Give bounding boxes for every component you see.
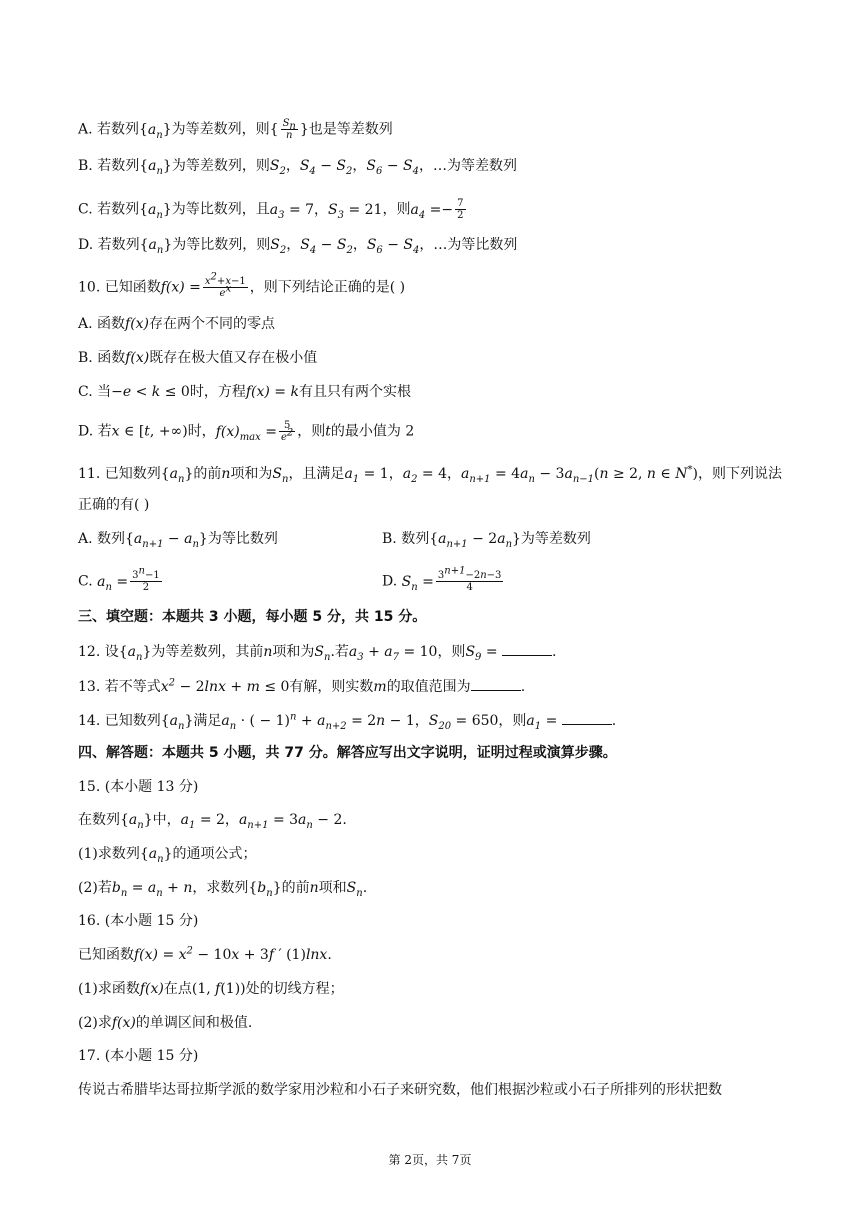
q10-option-a: A. 函数f(x)存在两个不同的零点 <box>78 316 276 332</box>
q15-part1: (1)求数列$\{a_n\}$的通项公式； <box>78 846 257 865</box>
q16-part2: (2)求f(x)的单调区间和极值. <box>78 1015 253 1031</box>
q10a-post: 存在两个不同的零点 <box>149 316 276 332</box>
q13-answer-blank <box>471 676 521 691</box>
q9d-post2: ，…为等比数列 <box>419 237 518 253</box>
q10c-post: 有且只有两个实根 <box>298 384 411 400</box>
q12-mid4: ，则 <box>437 644 466 660</box>
q16-p1-pre: (1)求函数 <box>78 981 140 997</box>
q11-stem-mid2: 项和为 <box>230 466 273 482</box>
q10a-pre: A. 函数 <box>78 316 126 332</box>
q10c-pre: C. 当 <box>78 384 112 400</box>
q15-p1-post: }的通项公式； <box>163 846 257 862</box>
q10-option-d: D. 若x ∈ [t, +∞)时，$f(x)_{max}$ = $\frac{5}{e^2}$ ，则t的最小值为 2 <box>78 420 415 443</box>
q10-option-b: B. 函数f(x)既存在极大值又存在极小值 <box>78 350 318 366</box>
q9-option-b: B. 若数列$\{a_n\}$为等差数列，则$S_2$，$S_4 - S_2$，$S_6 - S_4$，…为等差数列 <box>78 158 517 177</box>
q11-stem-line2: 正确的有( ) <box>78 497 150 513</box>
q13-post: . <box>520 679 526 695</box>
q16-part1: (1)求函数f(x)在点(1, f(1))处的切线方程； <box>78 981 344 997</box>
q9b-post2: ，…为等差数列 <box>418 158 517 174</box>
q16-stem-pre: 已知函数 <box>78 947 134 963</box>
q10-stem-pre: 10. 已知函数 <box>78 279 161 296</box>
q9d-pre: D. 若数列{ <box>78 237 149 253</box>
q15-part2: (2)若$b_n = a_n + n$，求数列$\{b_n\}$的前n项和$S_n$. <box>78 880 368 899</box>
q10c-mid: 时，方程 <box>189 384 246 400</box>
q16-p1-post: 处的切线方程； <box>245 981 344 997</box>
q13-mid: 有解，则实数 <box>289 679 374 695</box>
q11-stem-mid: }的前 <box>184 466 222 482</box>
q15-p2-post: . <box>362 880 368 896</box>
q11d-pre: D. <box>382 573 402 590</box>
q15-p2-pre: (2)若 <box>78 880 112 896</box>
q9d-post: }为等比数列，则 <box>163 237 271 253</box>
q16-p2-pre: (2)求 <box>78 1015 112 1031</box>
q15-p2-mid2: }的前 <box>272 880 310 896</box>
q11-stem-pre: 11. 已知数列{ <box>78 466 170 482</box>
q11-option-c: C. $a_n$ = $\frac{3^n-1}{2}$ <box>78 565 160 593</box>
q14-mid: }满足 <box>184 713 222 729</box>
q15-head: 15. (本小题 13 分) <box>78 779 199 795</box>
q11-option-b: B. 数列$\{a_{n+1} - 2a_n\}$为等差数列 <box>382 531 591 550</box>
page-footer: 第 2页，共 7页 <box>388 1153 472 1167</box>
q11-option-d: D. $S_n$ = $\frac{3^{n+1}-2n-3}{4}$ <box>382 565 502 593</box>
section-3-heading: 三、填空题：本题共 3 小题，每小题 5 分，共 15 分。 <box>78 609 427 625</box>
q15-p1-pre: (1)求数列{ <box>78 846 149 862</box>
q16-p2-post: 的单调区间和极值. <box>135 1015 253 1031</box>
q10-stem: 10. 已知函数f(x) = $\frac{x^2+x-1}{e^x}$ ，则下列结论正确的是( ) <box>78 271 406 299</box>
q12-pre: 12. 设{ <box>78 644 128 660</box>
q11a-pre: A. 数列{ <box>78 531 134 547</box>
q10-option-c: C. 当−e < k ≤ 0时，方程f(x) = k有且只有两个实根 <box>78 384 411 400</box>
q12-mid2: 项和为 <box>272 644 315 660</box>
q12-answer-blank <box>502 641 552 656</box>
q10d-post: 的最小值为 2 <box>330 423 415 440</box>
q10b-post: 既存在极大值又存在极小值 <box>149 350 318 366</box>
q15-stem: 在数列$\{a_n\}$中，$a_1 = 2$，$a_{n+1} = 3a_n - 2$. <box>78 812 347 831</box>
q14-answer-blank <box>562 710 612 725</box>
q9c-pre: C. 若数列{ <box>78 201 149 218</box>
q9-option-a: A. 若数列$\{a_n\}$为等差数列，则{ $\frac{S_n}{n}$ }也是等差数列 <box>78 118 393 141</box>
q14-post: . <box>611 713 617 729</box>
q14-mid2: ， <box>414 713 429 729</box>
q14-pre: 14. 已知数列{ <box>78 713 170 729</box>
q12-mid: }为等差数列，其前 <box>142 644 264 660</box>
q9-option-c: C. 若数列$\{a_n\}$为等比数列，且$a_3 = 7$，$S_3 = 21$，则$a_4$ =− $\frac{7}{2}$ <box>78 198 464 221</box>
q16-head: 16. (本小题 15 分) <box>78 913 199 929</box>
q9a-post2: }也是等差数列 <box>299 121 393 138</box>
q16-stem: 已知函数$f(x) = x^2 - 10x + 3f$ ′ (1)lnx. <box>78 945 332 963</box>
q12: 12. 设$\{a_n\}$为等差数列，其前n项和为$S_n$.若$a_3 + a_7 = 10$，则$S_9$ = . <box>78 641 557 661</box>
q15-stem-pre: 在数列{ <box>78 812 129 828</box>
section-4-heading: 四、解答题：本题共 5 小题，共 77 分。解答应写出文字说明，证明过程或演算步骤。 <box>78 745 617 761</box>
q12-post: . <box>552 644 557 660</box>
q13-mid2: 的取值范围为 <box>386 679 471 695</box>
q11-stem-mid3: ，且满足 <box>288 466 345 482</box>
q15-p2-mid: ，求数列{ <box>192 880 258 896</box>
q13-pre: 13. 若不等式 <box>78 679 161 695</box>
q12-mid3: .若 <box>330 644 349 660</box>
q11c-pre: C. <box>78 573 98 590</box>
q14: 14. 已知数列$\{a_n\}$满足$a_n$ · ( − $1)^n + a_{n+2} = 2n - 1$，$S_{20} = 650$，则$a_1$ = . <box>78 711 617 732</box>
q11b-pre: B. 数列{ <box>382 531 439 547</box>
q16-p1-mid: 在点 <box>163 981 192 997</box>
q9c-post: }为等比数列，且 <box>162 201 270 218</box>
q10d-pre: D. 若 <box>78 423 112 440</box>
q14-mid3: ，则 <box>498 713 527 729</box>
q10d-mid: 时， <box>187 423 216 440</box>
q17-line1: 传说古希腊毕达哥拉斯学派的数学家用沙粒和小石子来研究数，他们根据沙粒或小石子所排列的形状把数 <box>78 1082 722 1098</box>
q10b-pre: B. 函数 <box>78 350 126 366</box>
q17-head: 17. (本小题 15 分) <box>78 1048 199 1064</box>
q16-stem-post: . <box>327 947 332 963</box>
q11-stem: 11. 已知数列$\{a_n\}$的前n项和为$S_n$，且满足$a_1 = 1$，$a_2 = 4$，$a_{n+1} = 4a_n - 3a_{n-1}(n \ge 2$, n ∈ N*)，则下列说法 <box>78 464 782 485</box>
q11-option-a: A. 数列$\{a_{n+1} - a_n\}$为等比数列 <box>78 531 278 550</box>
q15-stem-post: . <box>342 812 347 828</box>
q9b-post: }为等差数列，则 <box>162 158 270 174</box>
q9b-pre: B. 若数列{ <box>78 158 149 174</box>
q9-option-d: D. 若数列$\{a_n\}$为等比数列，则$S_2$，$S_4 - S_2$，$S_6 - S_4$，…为等比数列 <box>78 237 518 256</box>
q13: 13. 若不等式$x^2 - 2\ln x + m \le 0$有解，则实数m的取值范围为 . <box>78 677 526 695</box>
q10d-mid2: ，则 <box>297 423 326 440</box>
q11-stem-post: ，则下列说法 <box>697 466 782 482</box>
q10-stem-post: ，则下列结论正确的是( ) <box>249 279 406 296</box>
q11a-post: }为等比数列 <box>198 531 278 547</box>
q9a-pre: A. 若数列{ <box>78 121 148 138</box>
q11b-post: }为等差数列 <box>512 531 591 547</box>
q9c-post2: ，则 <box>382 201 411 218</box>
q15-p2-mid3: 项和 <box>318 880 347 896</box>
q15-stem-mid: }中， <box>143 812 181 828</box>
q9a-post: }为等差数列，则{ <box>162 121 279 138</box>
